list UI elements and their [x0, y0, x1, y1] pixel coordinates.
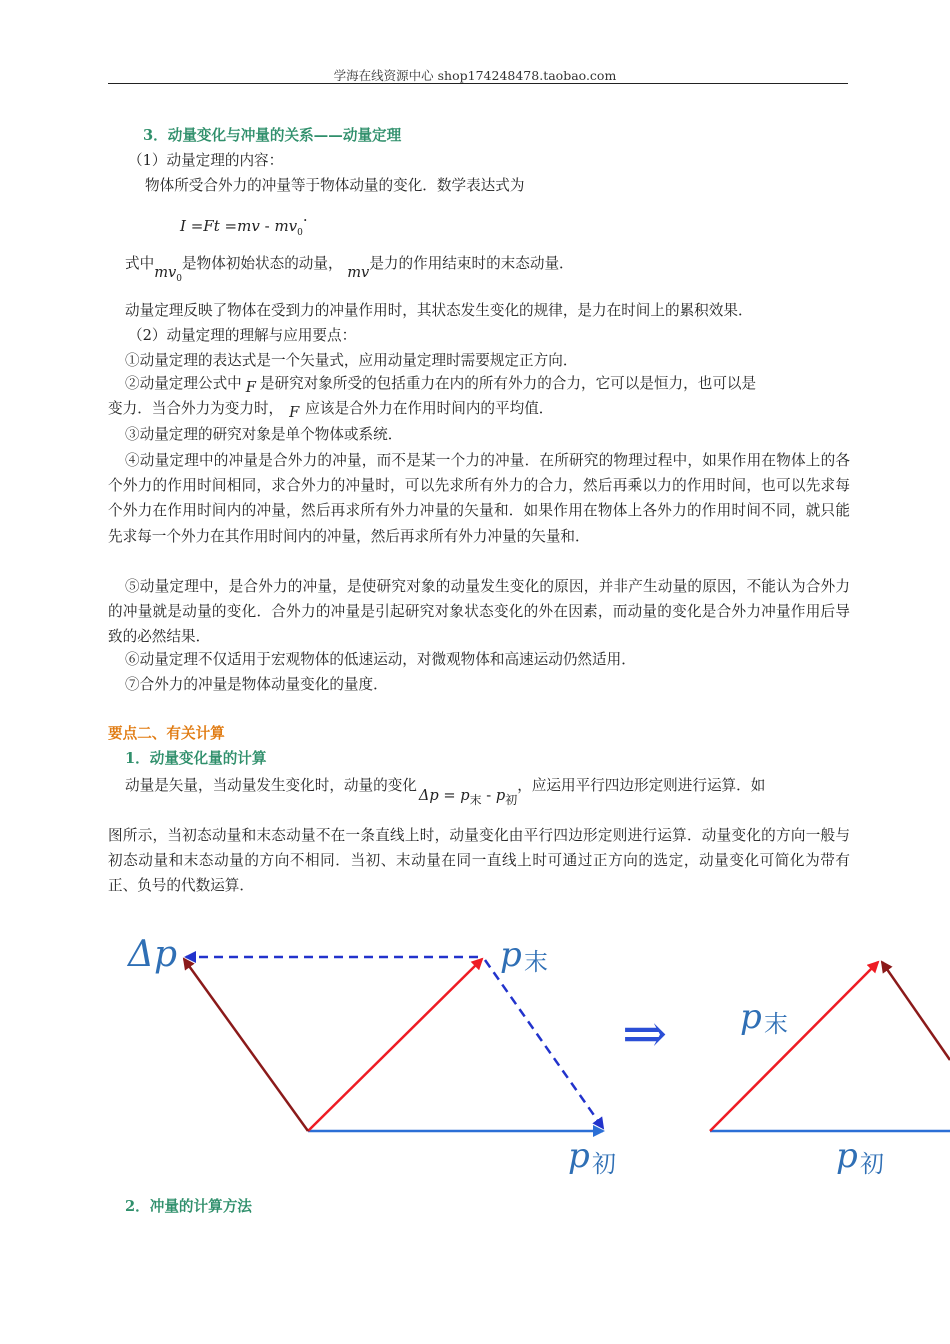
implies-arrow: ⇒ [622, 1002, 668, 1065]
section3-sub2: （2）动量定理的理解与应用要点： [128, 327, 357, 344]
page-header: 学海在线资源中心 shop174248478.taobao.com [333, 68, 617, 83]
point-3: ③动量定理的研究对象是单个物体或系统． [125, 426, 403, 443]
vector-delta-p-2 [882, 962, 950, 1060]
label-p-initial-2-sub: 初 [860, 1150, 884, 1178]
label-p-final-sub: 末 [524, 948, 548, 976]
vector-p-final [308, 959, 482, 1131]
point2-sub1: 1．动量变化量的计算 [125, 750, 267, 767]
point2-sub2: 2．冲量的计算方法 [125, 1198, 252, 1215]
label-p-initial-sub: 初 [592, 1150, 616, 1178]
momentum-change-line: 动量是矢量，当动量发生变化时，动量的变化$\Delta p = p_末 - p_初$，应运用平行四边形定则进行运算．如 [125, 777, 766, 807]
label-p-initial-2: p [836, 1136, 858, 1176]
section3-reflect: 动量定理反映了物体在受到力的冲量作用时，其状态发生变化的规律，是力在时间上的累积效果． [125, 302, 753, 319]
section3-content: 物体所受合外力的冲量等于物体动量的变化．数学表达式为 [145, 177, 525, 194]
formula-explanation: 式中$mv_0$是物体初始状态的动量， mv是力的作用结束时的末态动量． [125, 255, 574, 284]
section3-title: 3．动量变化与冲量的关系——动量定理 [143, 127, 402, 144]
label-p-final: p [500, 935, 522, 975]
point-4: ④动量定理中的冲量是合外力的冲量，而不是某一个力的冲量．在所研究的物理过程中，如果作用在物体上的各个外力的作用时间相同，求合外力的冲量时，可以先求所有外力的合力，然后再乘以力的作用时间，也可以先求每个外力在作用时间内的冲量，然后再求所有外力冲量的矢量和．如果作用在物体上各外力的作用时间不同，就只能先求每一个外力在其作用时间内的冲量，然后再求所有外力冲量的矢量和． [108, 452, 850, 545]
point-2-line1: ②动量定理公式中 F 是研究对象所受的包括重力在内的所有外力的合力，它可以是恒力，也可以是 [125, 375, 757, 396]
point-7: ⑦合外力的冲量是物体动量变化的量度． [125, 676, 388, 693]
point-2-line2: 变力．当合外力为变力时， F 应该是合外力在作用时间内的平均值． [108, 400, 554, 421]
momentum-diagram [0, 910, 950, 1195]
label-delta-p: Δp [128, 934, 178, 975]
label-p-final-2-sub: 末 [764, 1010, 788, 1038]
header-divider [108, 83, 848, 84]
label-p-final-2: p [740, 997, 762, 1037]
dashed-right-line [485, 960, 603, 1128]
point-6: ⑥动量定理不仅适用于宏观物体的低速运动，对微观物体和高速运动仍然适用． [125, 651, 636, 668]
point2-title: 要点二、有关计算 [108, 725, 225, 742]
point-5: ⑤动量定理中，是合外力的冲量，是使研究对象的动量发生变化的原因，并非产生动量的原因，不能认为合外力的冲量就是动量的变化．合外力的冲量是引起研究对象状态变化的外在因素，而动量的变化是合外力冲量作用后导致的必然结果． [108, 578, 850, 646]
point-1: ①动量定理的表达式是一个矢量式，应用动量定理时需要规定正方向． [125, 352, 578, 369]
section3-sub1: （1）动量定理的内容： [128, 152, 284, 169]
vector-delta-p [184, 959, 308, 1131]
label-p-initial: p [568, 1136, 590, 1176]
vector-p-final-2 [710, 962, 878, 1131]
formula-impulse: $I =Ft =mv - mv_0\cdot$ [180, 211, 308, 238]
point2-paragraph: 图所示，当初态动量和末态动量不在一条直线上时，动量变化由平行四边形定则进行运算．动量变化的方向一般与初态动量和末态动量的方向不相同．当初、末动量在同一直线上时可通过正方向的选定，动量变化可简化为带有正、负号的代数运算． [108, 827, 850, 895]
